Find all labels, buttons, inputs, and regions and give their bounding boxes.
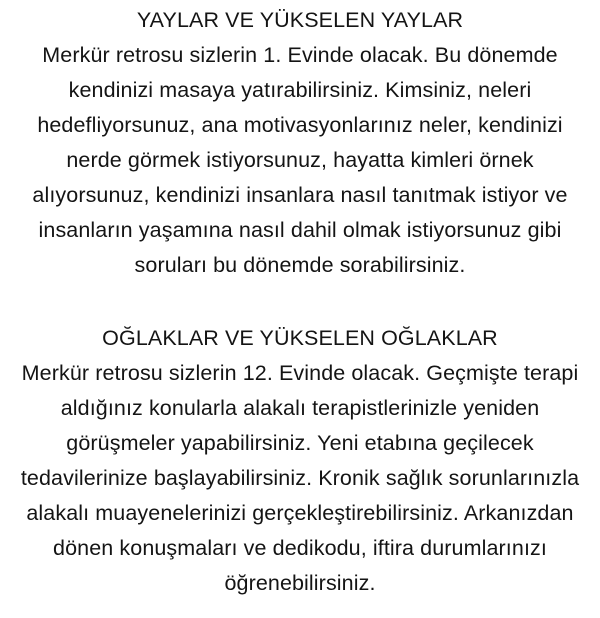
paragraph-line: dönen konuşmaları ve dedikodu, iftira durumlarınızı xyxy=(53,536,547,560)
paragraph-line: aldığınız konularla alakalı terapistlerinizle yeniden xyxy=(60,396,540,420)
paragraph-line: Merkür retrosu sizlerin 12. Evinde olacak. Geçmişte terapi xyxy=(21,361,579,385)
paragraph-line: kendinizi masaya yatırabilirsiniz. Kimsiniz, neleri xyxy=(68,78,532,102)
section-yaylar xyxy=(0,3,600,283)
paragraph-line: alıyorsunuz, kendinizi insanlara nasıl tanıtmak istiyor ve xyxy=(32,183,568,207)
paragraph-line: tedavilerinize başlayabilirsiniz. Kronik sağlık sorunlarınızla xyxy=(20,466,580,490)
section-oglaklar xyxy=(0,321,600,601)
paragraph-line: insanların yaşamına nasıl dahil olmak istiyorsunuz gibi xyxy=(38,218,562,242)
section-heading: OĞLAKLAR VE YÜKSELEN OĞLAKLAR xyxy=(102,326,498,350)
paragraph-line: Merkür retrosu sizlerin 1. Evinde olacak. Bu dönemde xyxy=(42,43,558,67)
paragraph-line: görüşmeler yapabilirsiniz. Yeni etabına geçilecek xyxy=(66,431,534,455)
paragraph-line: nerde görmek istiyorsunuz, hayatta kimleri örnek xyxy=(66,148,534,172)
paragraph-line: alakalı muayenelerinizi gerçekleştirebilirsiniz. Arkanızdan xyxy=(26,501,574,525)
paragraph-line: soruları bu dönemde sorabilirsiniz. xyxy=(134,253,466,277)
paragraph-line: öğrenebilirsiniz. xyxy=(224,571,376,595)
section-heading: YAYLAR VE YÜKSELEN YAYLAR xyxy=(136,8,464,32)
paragraph-line: hedefliyorsunuz, ana motivasyonlarınız neler, kendinizi xyxy=(37,113,563,137)
